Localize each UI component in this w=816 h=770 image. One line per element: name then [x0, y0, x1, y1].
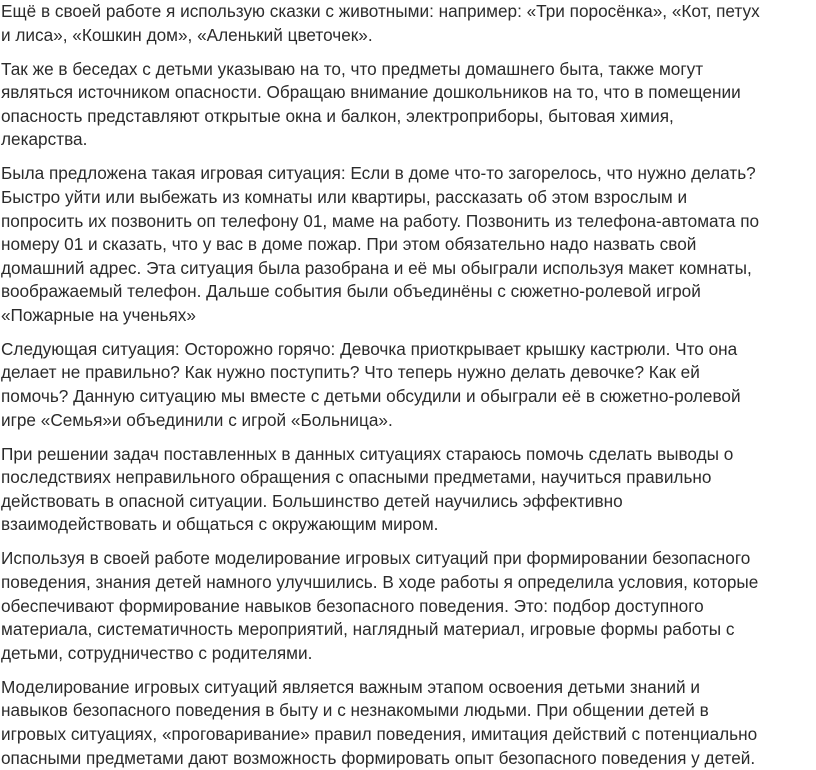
paragraph-hot-situation — [1, 338, 816, 432]
paragraph-fairy-tales — [1, 0, 816, 47]
text-line: делает не правильно? Как нужно поступить? Что теперь нужно делать девочке? Как ей — [1, 362, 700, 383]
text-line: попросить их позвонить оп телефону 01, маме на работу. Позвонить из телефона-автомата по — [1, 210, 760, 231]
paragraph-final-summary — [1, 676, 816, 770]
text-line: действовать в опасной ситуации. Большинство детей научились эффективно — [1, 490, 623, 511]
text-line: Была предложена такая игровая ситуация: Если в доме что-то загорелось, что нужно делать? — [1, 163, 756, 184]
text-line: игровых ситуациях, «проговаривание» правил поведения, имитация действий с потенциально — [1, 723, 758, 744]
text-line: Так же в беседах с детьми указываю на то, что предметы домашнего быта, также могут — [1, 58, 704, 79]
text-line: При решении задач поставленных в данных ситуациях стараюсь помочь сделать выводы о — [1, 443, 734, 464]
text-line: Моделирование игровых ситуаций является важным этапом освоения детьми знаний и — [1, 676, 700, 697]
text-line: материала, систематичность мероприятий, наглядный материал, игровые формы работы с — [1, 619, 735, 640]
text-line: и лиса», «Кошкин дом», «Аленький цветочек». — [1, 24, 373, 45]
text-line: Следующая ситуация: Осторожно горячо: Девочка приоткрывает крышку кастрюли. Что она — [1, 338, 738, 359]
text-line: «Пожарные на ученьях» — [1, 304, 196, 325]
text-line: воображаемый телефон. Дальше события были объединёны с сюжетно-ролевой игрой — [1, 281, 701, 302]
paragraph-household-danger — [1, 58, 816, 152]
text-line: взаимодействовать и общаться с окружающим миром. — [1, 514, 439, 535]
text-line: последствиях неправильного обращения с опасными предметами, научиться правильно — [1, 467, 712, 488]
text-line: игре «Семья»и объединили с игрой «Больница». — [1, 409, 393, 430]
text-line: являться источником опасности. Обращаю внимание дошкольников на то, что в помещении — [1, 82, 741, 103]
text-line: опасность представляют открытые окна и балкон, электроприборы, бытовая химия, — [1, 105, 674, 126]
paragraph-fire-situation — [1, 162, 816, 327]
text-line: детьми, сотрудничество с родителями. — [1, 642, 313, 663]
text-line: Используя в своей работе моделирование игровых ситуаций при формировании безопасного — [1, 548, 751, 569]
text-line: номеру 01 и сказать, что у вас в доме пожар. При этом обязательно надо назвать свой — [1, 234, 697, 255]
text-line: обеспечивают формирование навыков безопасного поведения. Это: подбор доступного — [1, 595, 704, 616]
text-line: Ещё в своей работе я использую сказки с животными: например: «Три поросёнка», «Кот, петух — [1, 1, 760, 21]
text-line: Быстро уйти или выбежать из комнаты или квартиры, рассказать об этом взрослым и — [1, 186, 688, 207]
paragraph-conclusions — [1, 443, 816, 537]
paragraph-modeling-results — [1, 547, 816, 665]
text-line: лекарства. — [1, 129, 88, 150]
text-line: домашний адрес. Эта ситуация была разобрана и её мы обыграли используя макет комнаты, — [1, 257, 752, 278]
text-line: опасными предметами дают возможность формировать опыт безопасного поведения у детей. — [1, 747, 756, 768]
text-line: поведения, знания детей намного улучшились. В ходе работы я определила условия, которые — [1, 572, 759, 593]
text-line: помочь? Данную ситуацию мы вместе с детьми обсудили и обыграли её в сюжетно-ролевой — [1, 386, 741, 407]
text-line: навыков безопасного поведения в быту и с незнакомыми людьми. При общении детей в — [1, 700, 709, 721]
